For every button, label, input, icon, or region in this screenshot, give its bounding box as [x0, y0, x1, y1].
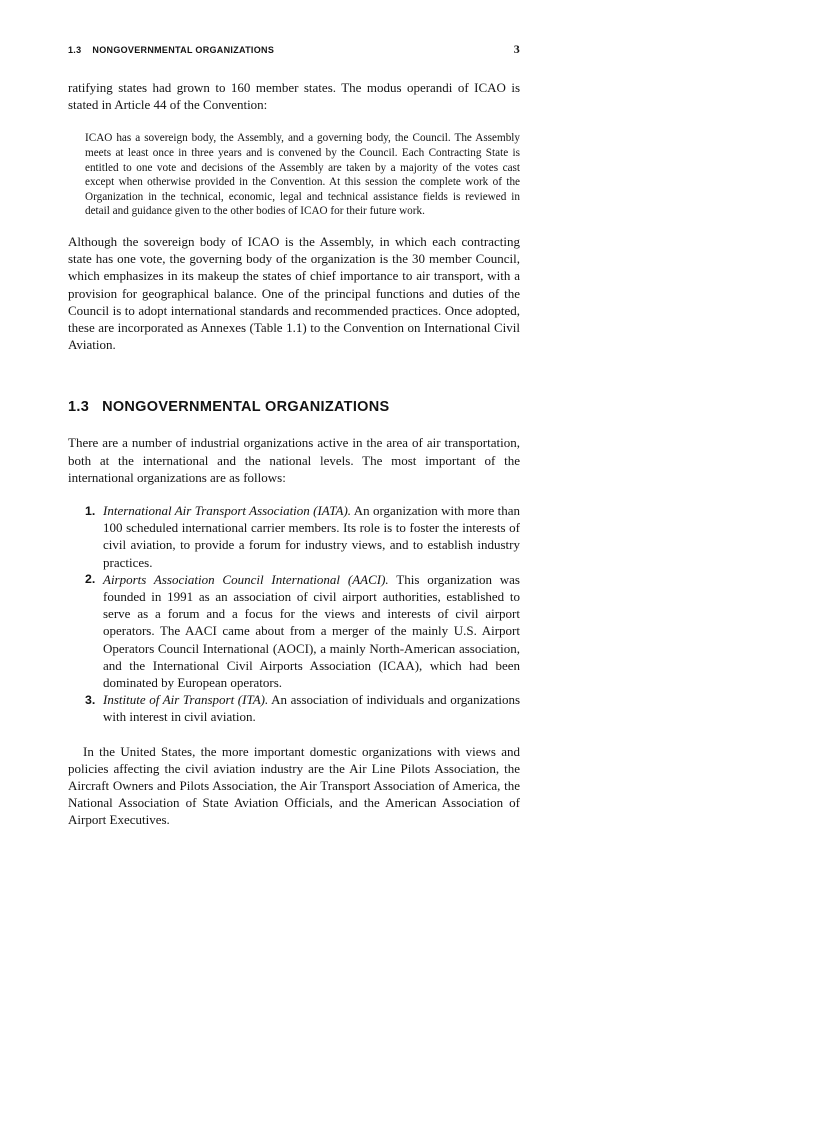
list-item-iata: [85, 502, 520, 571]
blockquote-icao-article44: ICAO has a sovereign body, the Assembly, and a governing body, the Council. The Assembly meets at least once in three years and is convened by the Council. Each Contracting State is entitled to one vote and decisions of the Assembly are taken by a majority of the votes cast except when otherwise provided in the Convention. At this session the complete work of the Organization in the technical, economic, legal and technical assistance fields is reviewed in detail and guidance given to the other bodies of ICAO for their future work.: [85, 132, 520, 218]
list-item-number: 1.: [85, 503, 96, 518]
section-heading-number: 1.3: [68, 399, 90, 416]
paragraph-organizations: There are a number of industrial organizations active in the area of air transportation, both at the international and the national levels. The most important of the international organizations are as follows:: [68, 435, 520, 485]
list-item-ita: [85, 691, 520, 725]
running-header-left: [68, 45, 274, 55]
list-item-body: An organization with more than 100 scheduled international carrier members. Its role is to foster the interests of civil aviation, to provide a forum for industry views, and to establish industry practices.: [103, 503, 520, 570]
list-item-number: 2.: [85, 572, 96, 587]
organization-list: [85, 502, 520, 726]
list-item-title: International Air Transport Association (IATA).: [103, 503, 352, 518]
list-item-body: This organization was founded in 1991 as an association of civil airport authorities, established to serve as a forum and a focus for the views and interests of civil airport operators. The AACI came about from a merger of the mainly U.S. Airport Operators Council International (AOCI), a mainly North-American association, and the International Civil Airports Association (ICAA), which had been dominated by European operators.: [103, 571, 520, 691]
paragraph-council: Although the sovereign body of ICAO is the Assembly, in which each contracting state has one vote, the governing body of the organization is the 30 member Council, which emphasizes in its makeup the states of chief importance to air transport, with a provision for geographical balance. One of the principal functions and duties of the Council is to adopt international standards and recommended practices. Once adopted, these are incorporated as Annexes (Table 1.1) to the Convention on International Civil Aviation.: [68, 233, 520, 353]
page-number: 3: [513, 42, 520, 56]
list-item-body: An association of individuals and organizations with interest in civil aviation.: [103, 692, 520, 725]
list-item-title: Institute of Air Transport (ITA).: [103, 692, 269, 708]
list-item-aaci: [85, 571, 520, 691]
list-item-number: 3.: [85, 692, 96, 707]
text-column: [68, 42, 520, 829]
running-header: [68, 42, 520, 55]
section-heading: [68, 399, 520, 417]
running-header-section-title: NONGOVERNMENTAL ORGANIZATIONS: [92, 45, 275, 55]
paragraph-intro: ratifying states had grown to 160 member states. The modus operandi of ICAO is stated in Article 44 of the Convention:: [68, 80, 520, 113]
running-header-section-number: 1.3: [68, 45, 82, 55]
paragraph-us-organizations: In the United States, the more important domestic organizations with views and policies affecting the civil aviation industry are the Air Line Pilots Association, the Aircraft Owners and Pilots Association, the Air Transport Association of America, the National Association of State Aviation Officials, and the American Association of Airport Executives.: [68, 743, 520, 828]
section-heading-title: NONGOVERNMENTAL ORGANIZATIONS: [102, 399, 390, 416]
list-item-title: Airports Association Council International (AACI).: [103, 571, 389, 587]
